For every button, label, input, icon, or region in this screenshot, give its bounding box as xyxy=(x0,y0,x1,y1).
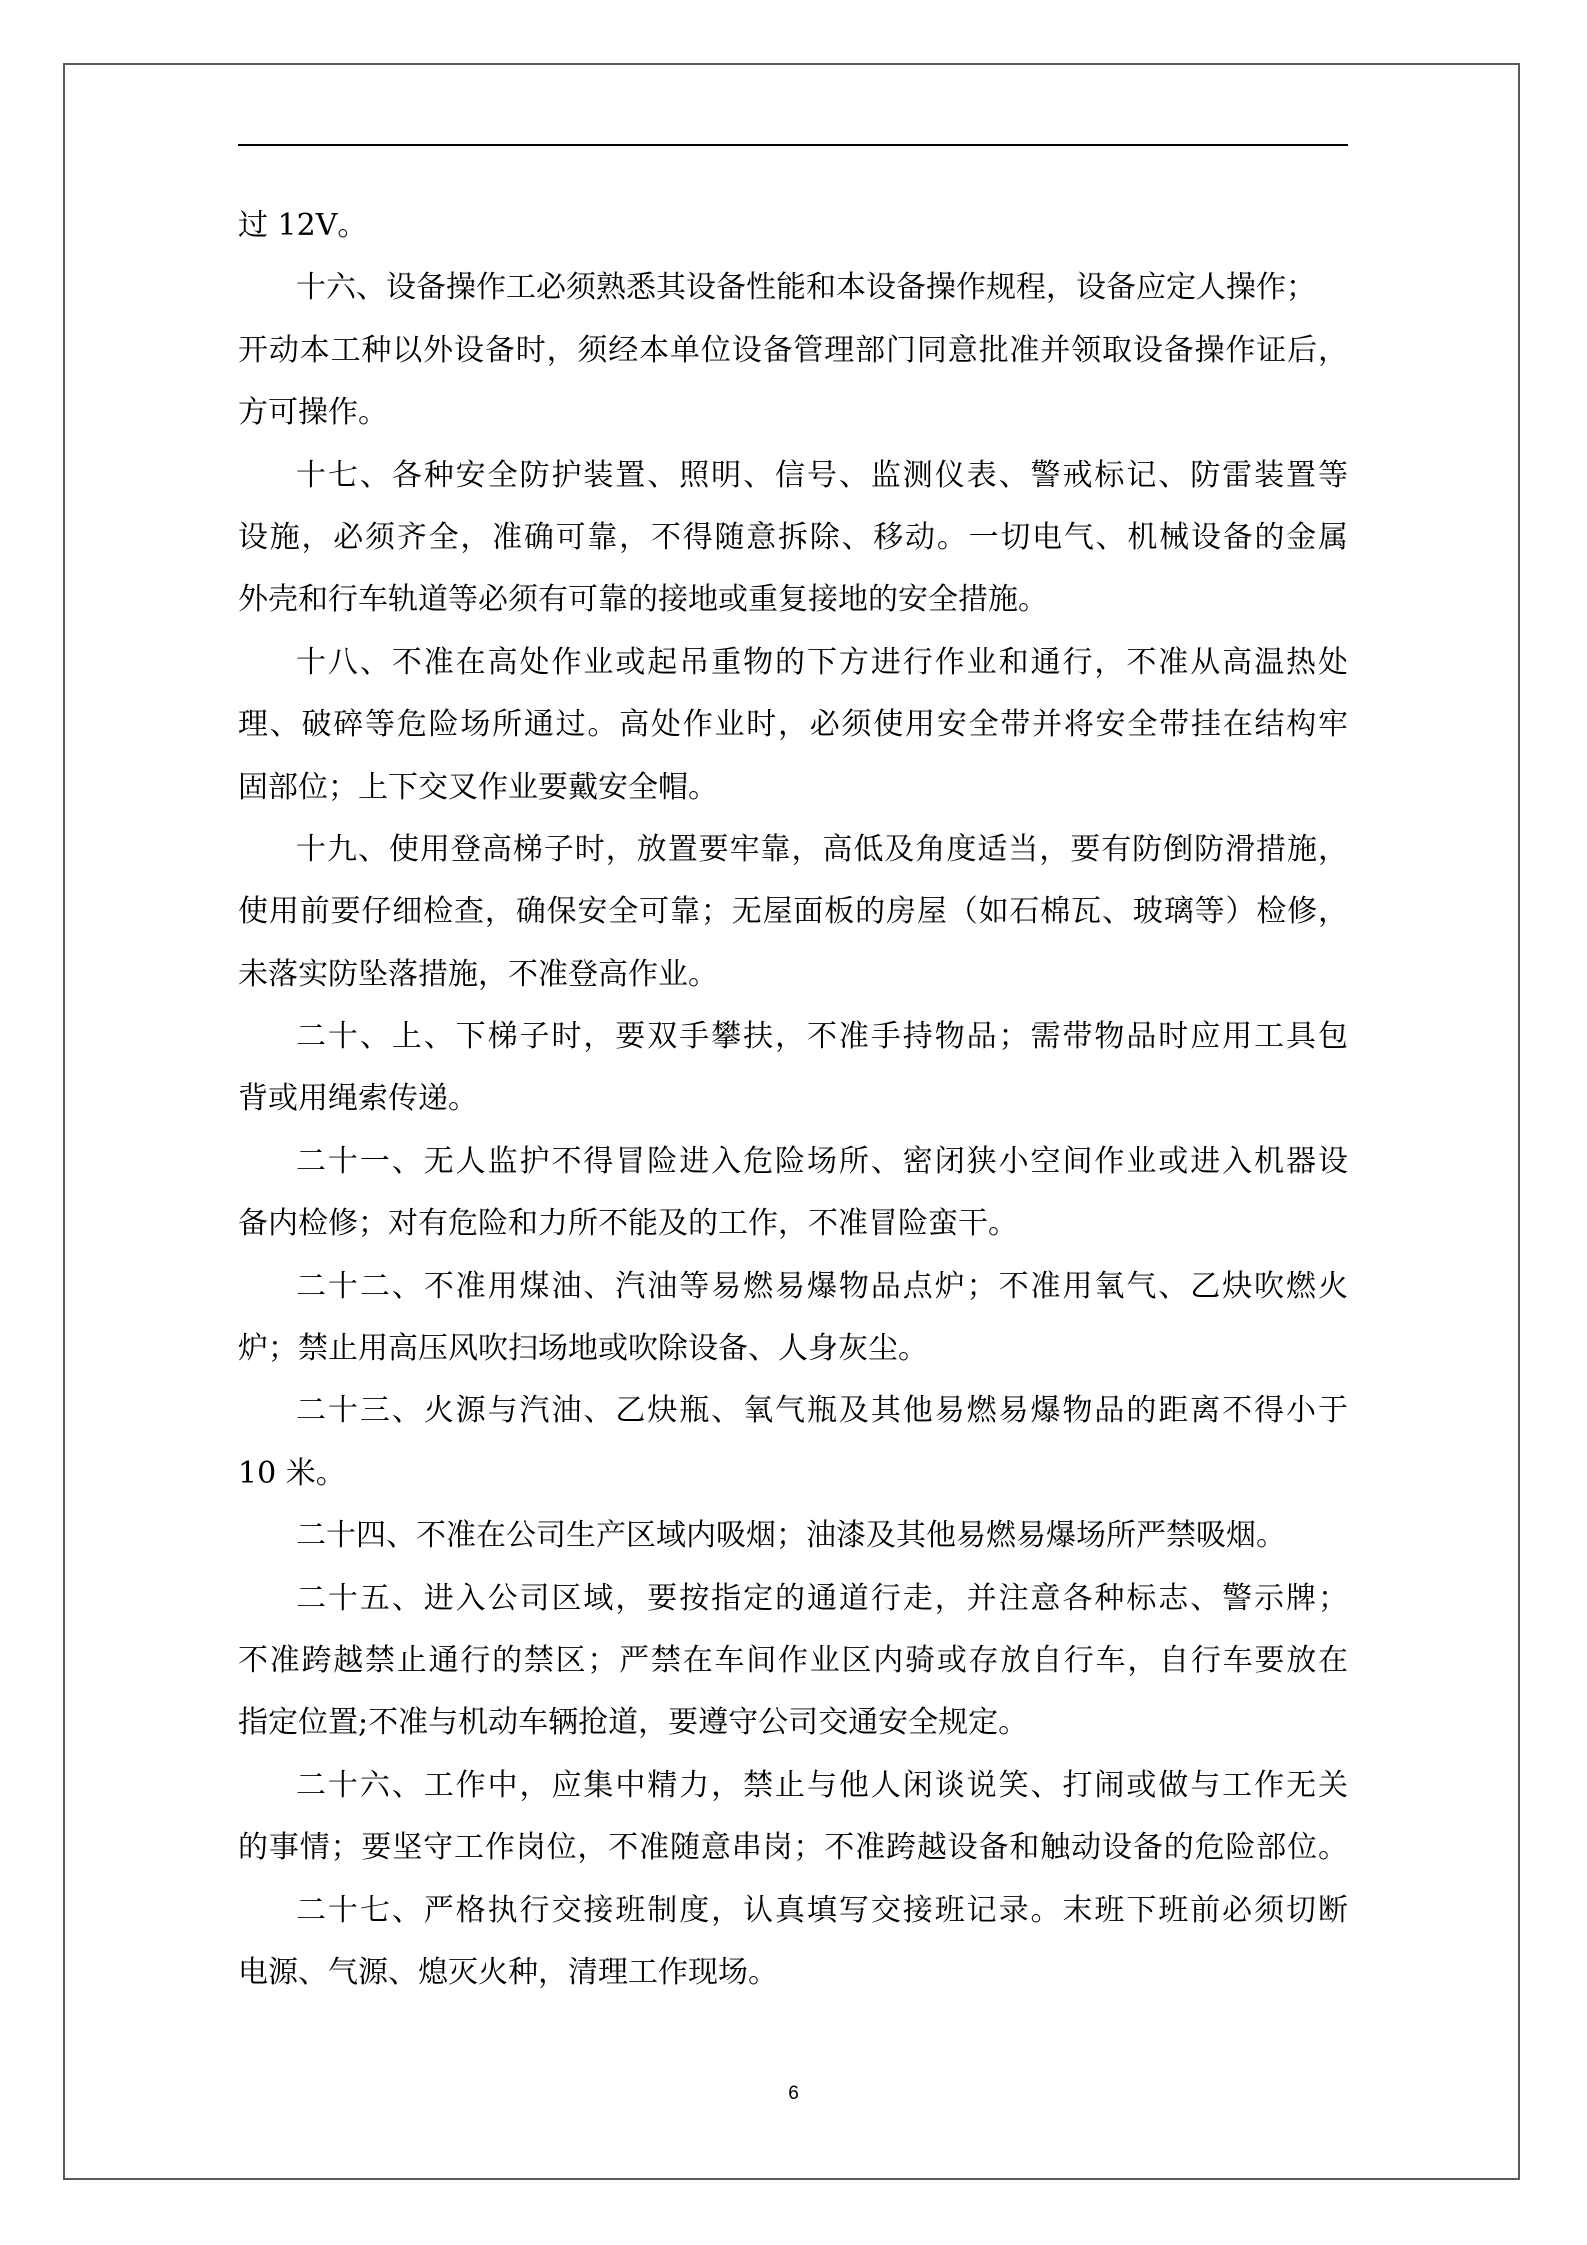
paragraph-19-line-1: 十九、使用登高梯子时，放置要牢靠，高低及角度适当，要有防倒防滑措施， xyxy=(296,831,1348,867)
page-number: 6 xyxy=(788,2083,799,2104)
paragraph-17-line-3: 外壳和行车轨道等必须有可靠的接地或重复接地的安全措施。 xyxy=(238,582,1048,618)
paragraph-25-line-2: 不准跨越禁止通行的禁区；严禁在车间作业区内骑或存放自行车，自行车要放在 xyxy=(238,1642,1348,1678)
paragraph-21-line-2: 备内检修；对有危险和力所不能及的工作，不准冒险蛮干。 xyxy=(238,1206,1018,1242)
paragraph-18-line-1: 十八、不准在高处作业或起吊重物的下方进行作业和通行，不准从高温热处 xyxy=(296,644,1348,680)
paragraph-18-line-3: 固部位；上下交叉作业要戴安全帽。 xyxy=(238,769,718,805)
paragraph-16-line-1: 十六、设备操作工必须熟悉其设备性能和本设备操作规程，设备应定人操作； xyxy=(296,270,1316,306)
paragraph-22-line-1: 二十二、不准用煤油、汽油等易燃易爆物品点炉；不准用氧气、乙炔吹燃火 xyxy=(296,1268,1348,1304)
text-line: 过 12V。 xyxy=(238,208,368,243)
paragraph-16-line-2: 开动本工种以外设备时，须经本单位设备管理部门同意批准并领取设备操作证后， xyxy=(238,332,1348,368)
paragraph-27-line-2: 电源、气源、熄灭火种，清理工作现场。 xyxy=(238,1954,778,1990)
paragraph-23-line-2: 10 米。 xyxy=(238,1455,346,1491)
paragraph-25-line-1: 二十五、进入公司区域，要按指定的通道行走，并注意各种标志、警示牌； xyxy=(296,1580,1348,1616)
paragraph-20-line-1: 二十、上、下梯子时，要双手攀扶，不准手持物品；需带物品时应用工具包 xyxy=(296,1019,1348,1055)
paragraph-17-line-2: 设施，必须齐全，准确可靠，不得随意拆除、移动。一切电气、机械设备的金属 xyxy=(238,519,1348,555)
paragraph-25-line-3: 指定位置;不准与机动车辆抢道，要遵守公司交通安全规定。 xyxy=(238,1705,1029,1741)
paragraph-24-line-1: 二十四、不准在公司生产区域内吸烟；油漆及其他易燃易爆场所严禁吸烟。 xyxy=(296,1518,1286,1554)
paragraph-27-line-1: 二十七、严格执行交接班制度，认真填写交接班记录。末班下班前必须切断 xyxy=(296,1892,1348,1928)
paragraph-18-line-2: 理、破碎等危险场所通过。高处作业时，必须使用安全带并将安全带挂在结构牢 xyxy=(238,707,1348,743)
paragraph-16-line-3: 方可操作。 xyxy=(238,395,388,431)
paragraph-23-line-1: 二十三、火源与汽油、乙炔瓶、氧气瓶及其他易燃易爆物品的距离不得小于 xyxy=(296,1393,1348,1429)
paragraph-17-line-1: 十七、各种安全防护装置、照明、信号、监测仪表、警戒标记、防雷装置等 xyxy=(296,457,1348,493)
paragraph-19-line-3: 未落实防坠落措施，不准登高作业。 xyxy=(238,956,718,992)
document-body xyxy=(238,195,1348,2004)
header-rule xyxy=(238,144,1348,146)
paragraph-21-line-1: 二十一、无人监护不得冒险进入危险场所、密闭狭小空间作业或进入机器设 xyxy=(296,1143,1348,1179)
paragraph-22-line-2: 炉；禁止用高压风吹扫场地或吹除设备、人身灰尘。 xyxy=(238,1331,928,1367)
paragraph-26-line-1: 二十六、工作中，应集中精力，禁止与他人闲谈说笑、打闹或做与工作无关 xyxy=(296,1767,1348,1803)
paragraph-19-line-2: 使用前要仔细检查，确保安全可靠；无屋面板的房屋（如石棉瓦、玻璃等）检修， xyxy=(238,894,1348,930)
paragraph-26-line-2: 的事情；要坚守工作岗位，不准随意串岗；不准跨越设备和触动设备的危险部位。 xyxy=(238,1830,1348,1866)
paragraph-20-line-2: 背或用绳索传递。 xyxy=(238,1081,478,1117)
